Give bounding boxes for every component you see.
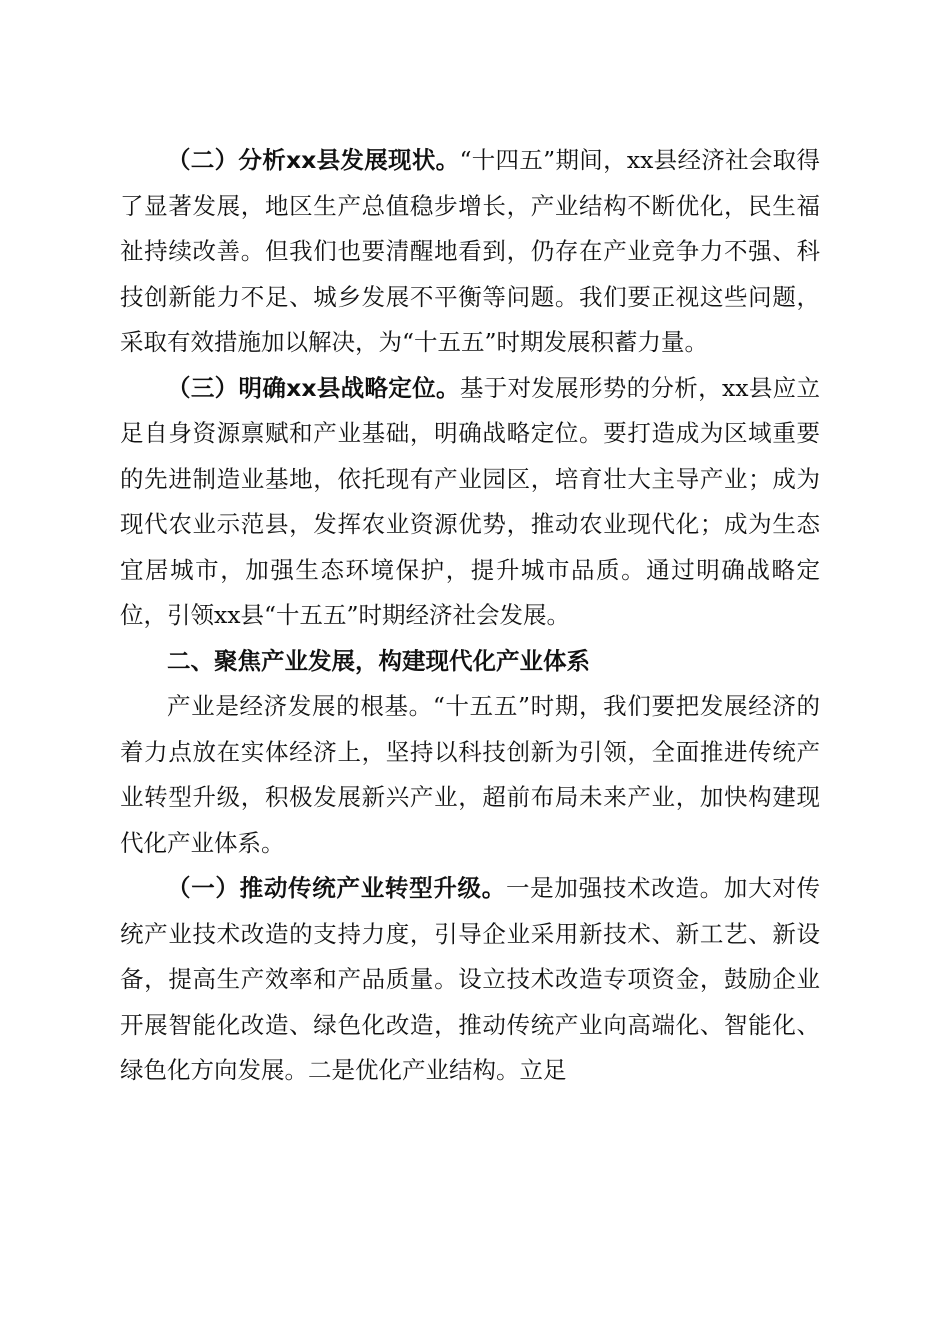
paragraph-industry-intro [120,684,820,866]
paragraph-lead: （一）推动传统产业转型升级。 [167,874,506,902]
paragraph-lead: （三）明确xx县战略定位。 [167,373,460,402]
paragraph-strategic-positioning [120,366,820,639]
paragraph-text: “十四五”期间，xx县经济社会取得了显著发展，地区生产总值稳步增长，产业结构不断优化，民生福祉持续改善。但我们也要清醒地看到，仍存在产业竞争力不强、科技创新能力不足、城乡发展不平衡等问题。我们要正视这些问题，采取有效措施加以解决，为“十五五”时期发展积蓄力量。 [120,146,820,356]
paragraph-lead: （二）分析xx县发展现状。 [167,146,460,174]
paragraph-text: 一是加强技术改造。加大对传统产业技术改造的支持力度，引导企业采用新技术、新工艺、新设备，提高生产效率和产品质量。设立技术改造专项资金，鼓励企业开展智能化改造、绿色化改造，推动传统产业向高端化、智能化、绿色化方向发展。二是优化产业结构。立足 [120,874,821,1084]
document-body [120,138,820,1094]
section-heading: 二、聚焦产业发展，构建现代化产业体系 [167,646,590,675]
paragraph-current-status [120,138,820,366]
paragraph-text: 产业是经济发展的根基。“十五五”时期，我们要把发展经济的着力点放在实体经济上，坚持以科技创新为引领，全面推进传统产业转型升级，积极发展新兴产业，超前布局未来产业，加快构建现代化产业体系。 [120,692,820,857]
paragraph-traditional-industry [120,866,820,1094]
paragraph-text: 基于对发展形势的分析，xx县应立足自身资源禀赋和产业基础，明确战略定位。要打造成为区域重要的先进制造业基地，依托现有产业园区，培育壮大主导产业；成为现代农业示范县，发挥农业资源优势，推动农业现代化；成为生态宜居城市，加强生态环境保护，提升城市品质。通过明确战略定位，引领xx县“十五五”时期经济社会发展。 [120,373,820,629]
